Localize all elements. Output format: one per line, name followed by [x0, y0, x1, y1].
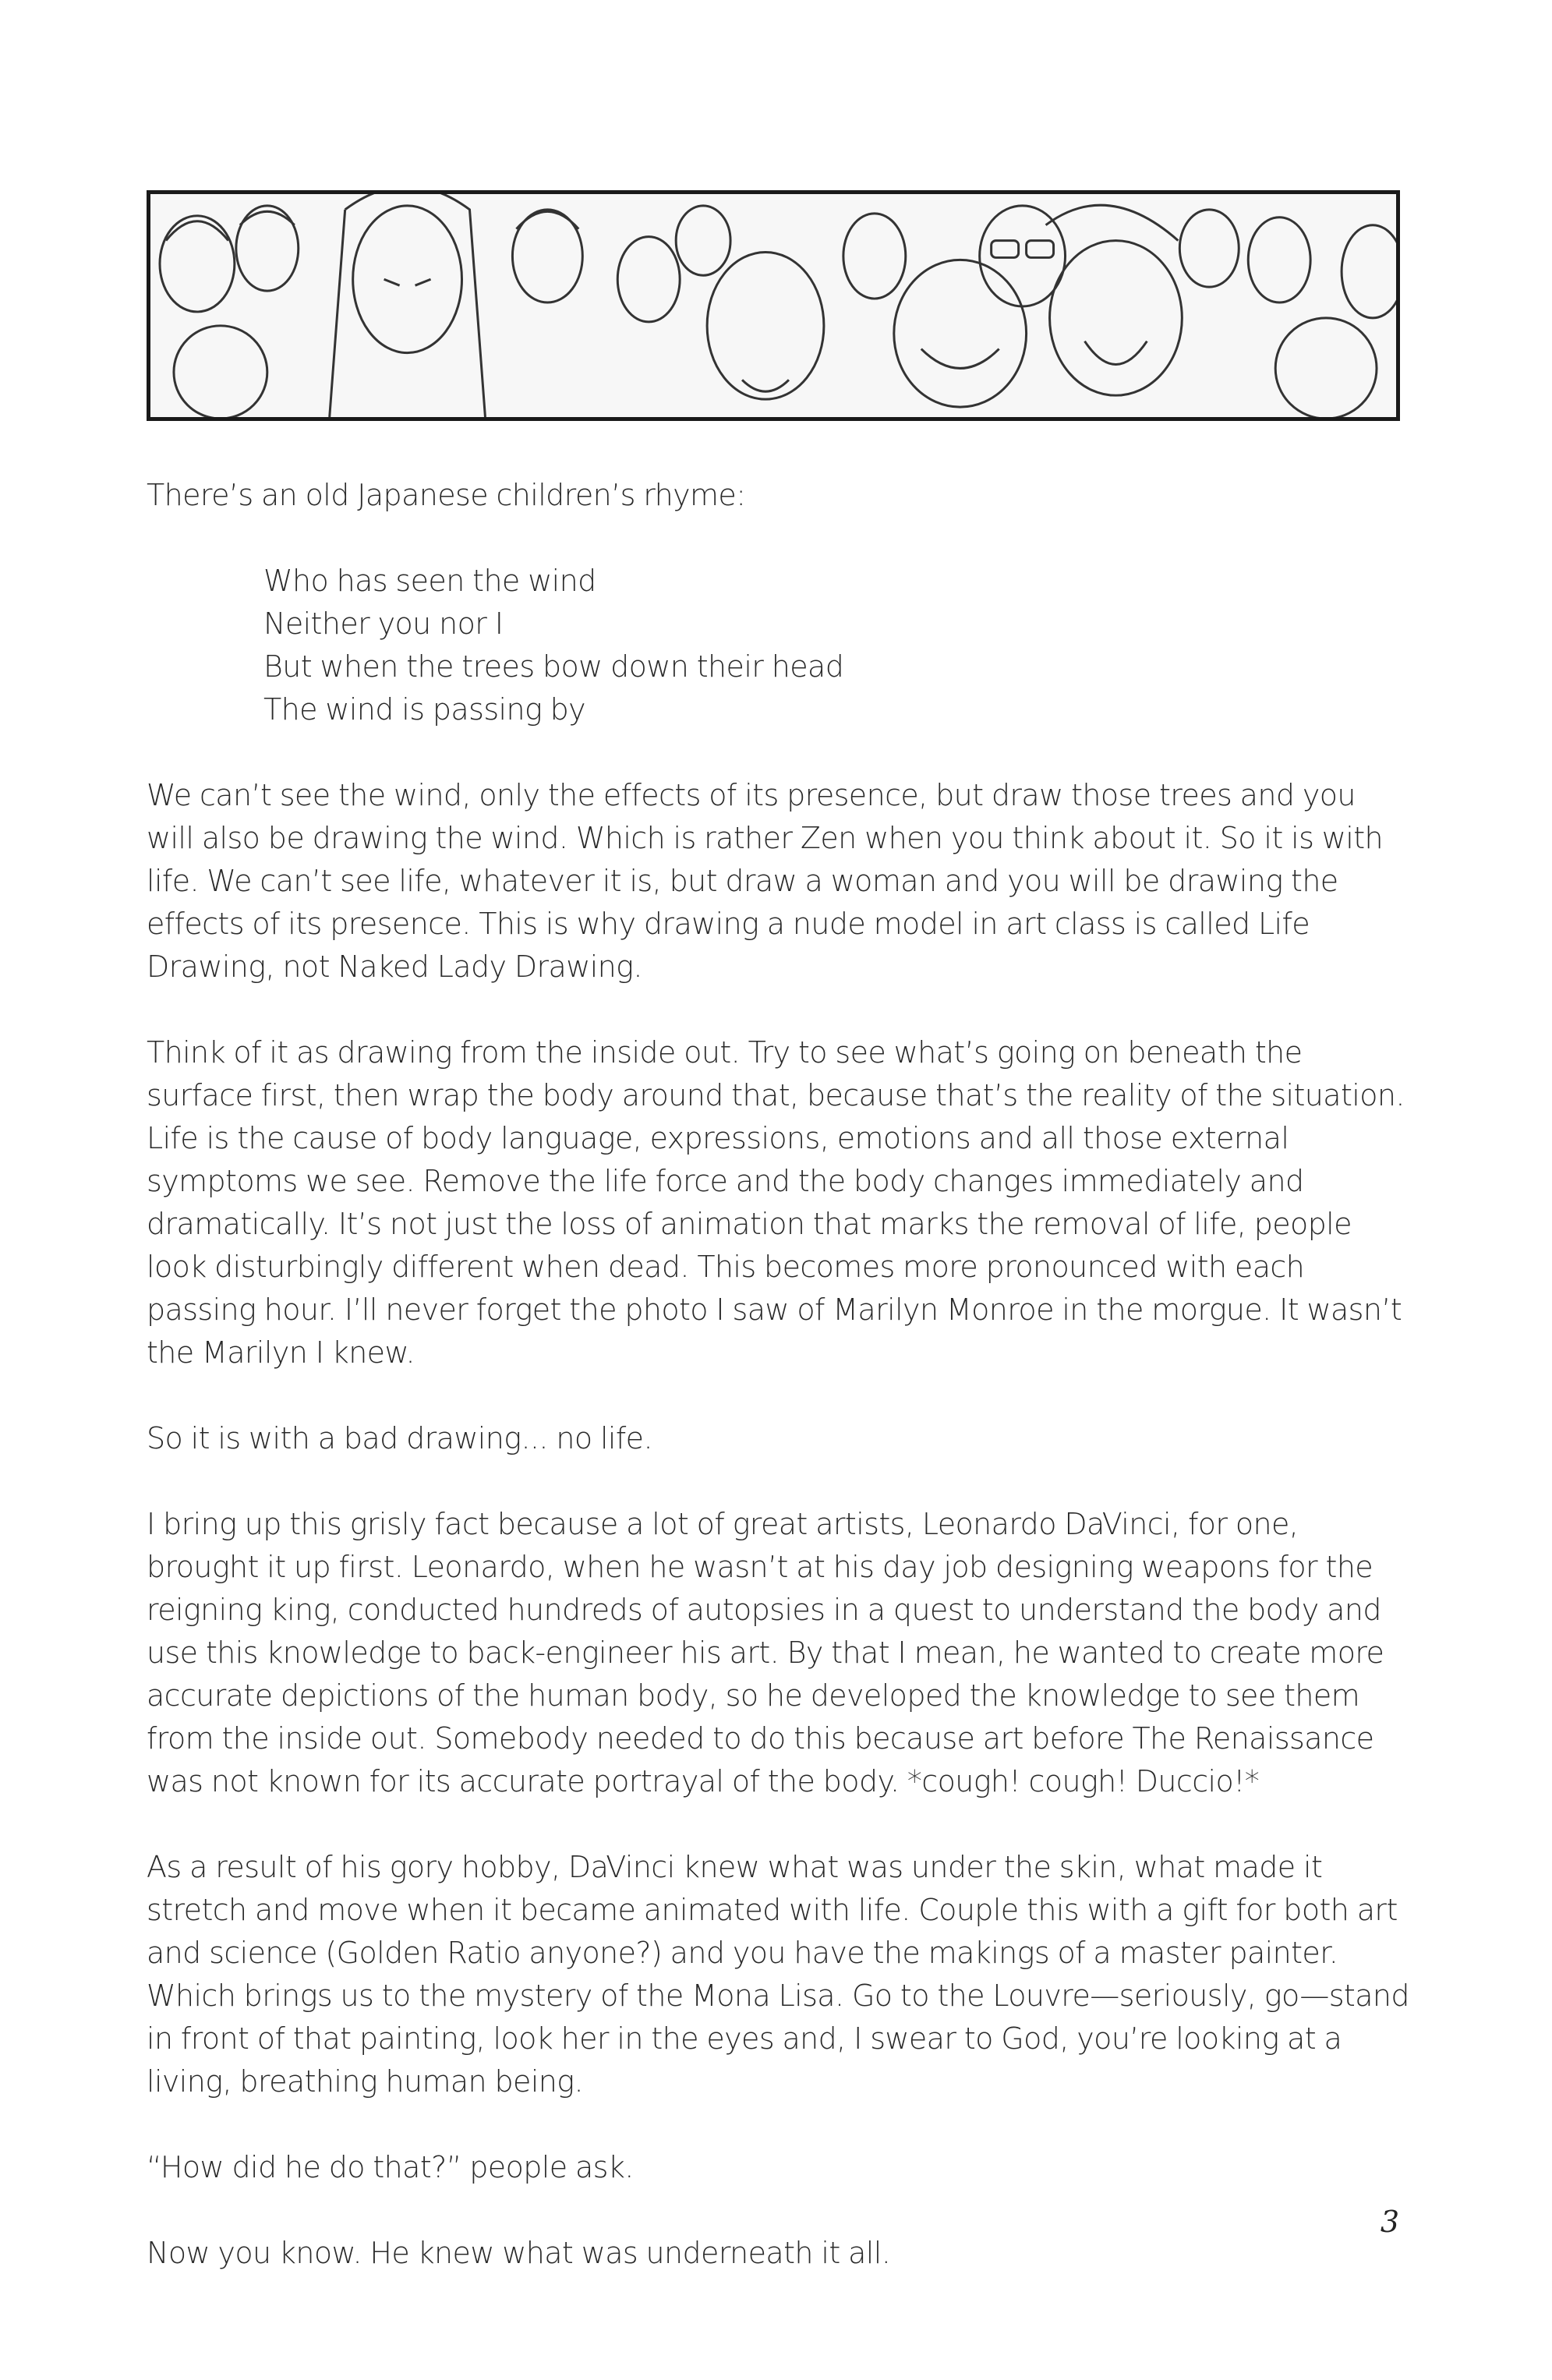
paragraph: Think of it as drawing from the inside out. Try to see what’s going on beneath the surface first, then wrap the body around that, because that’s the reality of the situation. Life is the cause of body language, expressions, emotions and all those external symptoms we see. Remove the life force and the body changes immediately and dramatically. It’s not just the loss of animation that marks the removal of life, people look disturbingly different when dead. This becomes more pronounced with each passing hour. I’ll never forget the photo I saw of Marilyn Monroe in the morgue. It wasn’t the Marilyn I knew. — [147, 1035, 1405, 1370]
paragraph: As a result of his gory hobby, DaVinci knew what was under the skin, what made it stretch and move when it became animated with life. Couple this with a gift for both art and science (Golden Ratio anyone?) and you have the makings of a master painter. Which brings us to the mystery of the Mona Lisa. Go to the Louvre—seriously, go—stand in front of that painting, look her in the eyes and, I swear to God, you’re looking at a living, breathing human being. — [147, 1850, 1409, 2099]
illustration-banner — [147, 190, 1400, 421]
body-text — [147, 474, 1409, 2318]
paragraph: We can’t see the wind, only the effects of its presence, but draw those trees and you will also be drawing the wind. Which is rather Zen when you think about it. So it is with life. We can’t see life, whatever it is, but draw a woman and you will be drawing the effects of its presence. This is why drawing a nude model in art class is called Life Drawing, not Naked Lady Drawing. — [147, 778, 1383, 984]
paragraph: So it is with a bad drawing... no life. — [147, 1421, 652, 1455]
page-number: 3 — [1380, 2205, 1399, 2239]
paragraph: “How did he do that?” people ask. — [147, 2150, 634, 2184]
paragraph: I bring up this grisly fact because a lot of great artists, Leonardo DaVinci, for one, brought it up first. Leonardo, when he wasn’t at his day job designing weapons for the reigning king, conducted hundreds of autopsies in a quest to understand the body and use this knowledge to back-engineer his art. By that I mean, he wanted to create more accurate depictions of the human body, so he developed the knowledge to see them from the inside out. Somebody needed to do this because art before The Renaissance was not known for its accurate portrayal of the body. *cough! cough! Duccio!* — [147, 1507, 1384, 1798]
paragraph: Now you know. He knew what was underneath it all. — [147, 2236, 891, 2270]
crowd-faces-illustration — [150, 194, 1396, 417]
poem-line: Who has seen the wind — [263, 564, 596, 598]
poem-line: The wind is passing by — [263, 692, 586, 727]
poem-line: Neither you nor I — [263, 606, 504, 641]
rhyme-poem — [263, 560, 1409, 731]
intro-line: There’s an old Japanese children’s rhyme: — [147, 478, 746, 512]
poem-line: But when the trees bow down their head — [263, 649, 844, 684]
